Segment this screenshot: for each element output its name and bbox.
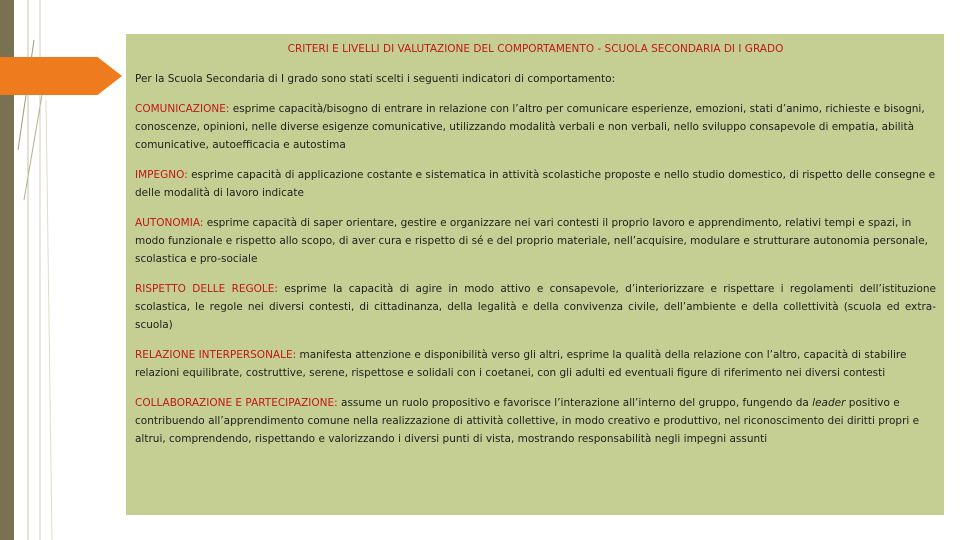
intro-text: Per la Scuola Secondaria di I grado sono stati scelti i seguenti indicatori di comportamento: bbox=[135, 73, 616, 85]
criterion-rispetto-regole bbox=[135, 280, 936, 334]
criterion-text: esprime capacità di applicazione costante e sistematica in attività scolastiche proposte e nello studio domestico, di rispetto delle consegne e delle modalità di lavoro indicate bbox=[135, 169, 936, 199]
criterion-text: esprime capacità di saper orientare, gestire e organizzare nei vari contesti il proprio lavoro e apprendimento, relativi tempi e spazi, in modo funzionale e rispetto allo scopo, di aver cura e rispetto di sé e del proprio materiale, nell’acquisire, modulare e strutturare autonomia personale, scolastica e pro-sociale bbox=[135, 217, 929, 265]
page-title: CRITERI E LIVELLI DI VALUTAZIONE DEL COMPORTAMENTO - SCUOLA SECONDARIA DI I GRADO bbox=[287, 43, 784, 55]
criterion-autonomia bbox=[135, 214, 936, 268]
criterion-text: esprime capacità/bisogno di entrare in relazione con l’altro per comunicare esperienze, emozioni, stati d’animo, richieste e bisogni, conoscenze, opinioni, nelle diverse esigenze comunicative, utilizzando modalità verbali e non verbali, nello sviluppo consapevole di empatia, abilità comunicative, autoefficacia e autostima bbox=[135, 103, 925, 151]
criterion-text-italic: leader bbox=[812, 397, 846, 409]
criterion-label: AUTONOMIA: bbox=[135, 217, 204, 229]
criterion-label: COMUNICAZIONE: bbox=[135, 103, 230, 115]
orange-arrow bbox=[0, 57, 122, 95]
criterion-text: manifesta attenzione e disponibilità verso gli altri, esprime la qualità della relazione con l’altro, capacità di stabilire relazioni equilibrate, costruttive, serene, rispettose e solidali con i coetanei, con gli adulti ed eventuali figure di riferimento nei diversi contesti bbox=[135, 349, 907, 379]
criterion-label: COLLABORAZIONE E PARTECIPAZIONE: bbox=[135, 397, 338, 409]
criterion-relazione-interpersonale bbox=[135, 346, 936, 382]
criterion-text: esprime la capacità di agire in modo attivo e consapevole, d’interiorizzare e rispettare i regolamenti dell’istituzione scolastica, le regole nei diversi contesti, di cittadinanza, della legalità e della convivenza civile, dell’ambiente e della collettività (scuola ed extra-scuola) bbox=[135, 283, 936, 331]
criterion-label: RELAZIONE INTERPERSONALE: bbox=[135, 349, 297, 361]
criterion-collaborazione bbox=[135, 394, 936, 448]
criterion-impegno bbox=[135, 166, 936, 202]
criterion-comunicazione bbox=[135, 100, 936, 154]
criterion-label: RISPETTO DELLE REGOLE: bbox=[135, 283, 278, 295]
criterion-text-after: positivo e contribuendo all’apprendimento comune nella realizzazione di attività collettive, in modo creativo e produttivo, nel riconoscimento dei diritti propri e altrui, comprendendo, rispettando e valorizzando i diversi punti di vista, mostrando responsabilità negli impegni assunti bbox=[135, 397, 920, 445]
criteria-panel bbox=[126, 34, 944, 515]
criterion-text-before: assume un ruolo propositivo e favorisce l’interazione all’interno del gruppo, fungendo da bbox=[337, 397, 813, 409]
criterion-label: IMPEGNO: bbox=[135, 169, 188, 181]
